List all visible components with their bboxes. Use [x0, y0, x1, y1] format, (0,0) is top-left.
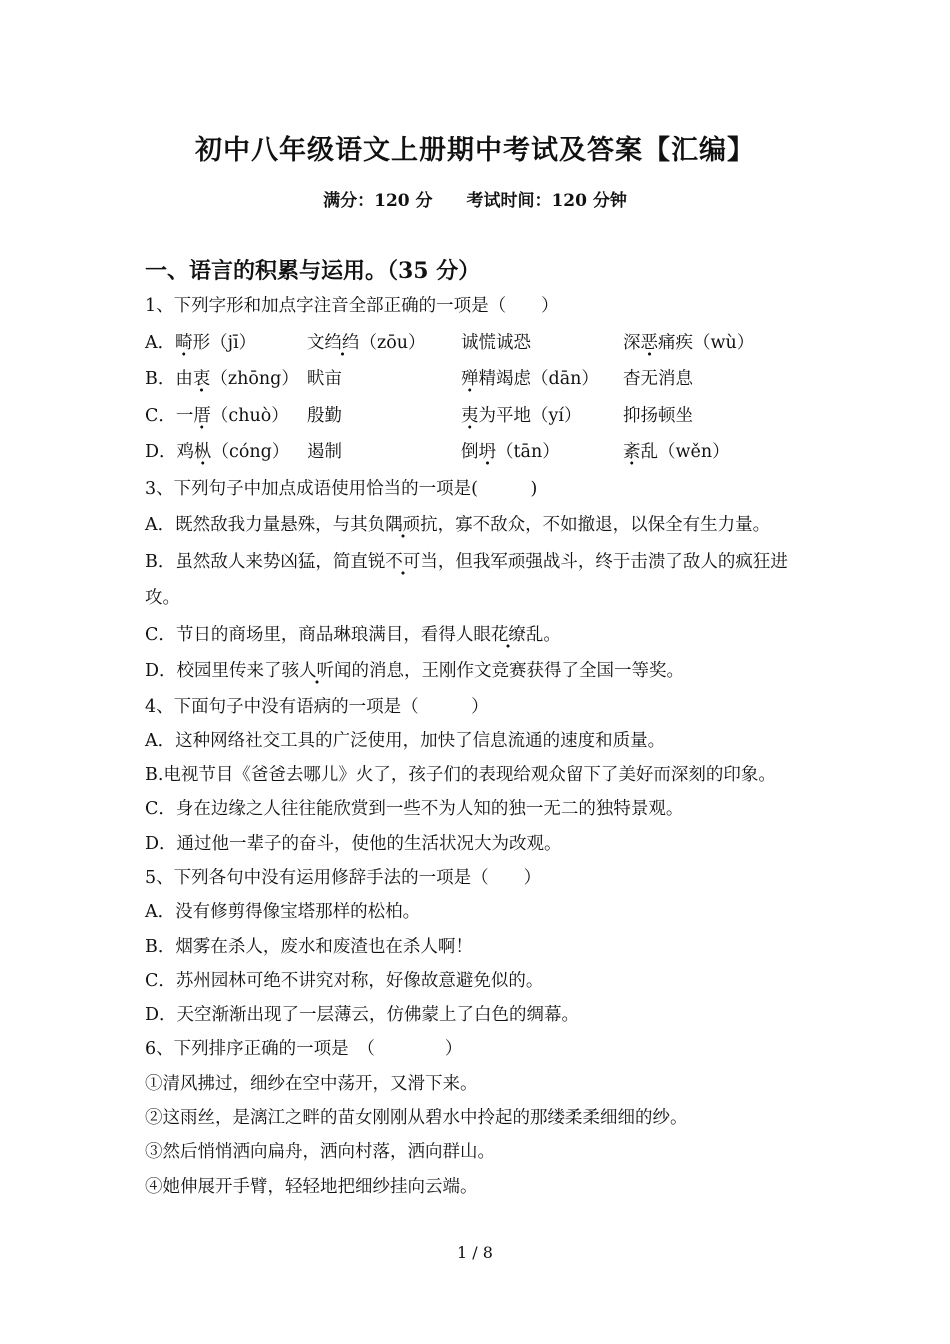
question-4-option-b: B.电视节目《爸爸去哪儿》火了，孩子们的表现给观众留下了美好而深刻的印象。 [145, 765, 776, 786]
question-6-item-1: ①清风拂过，细纱在空中荡开，又滑下来。 [145, 1073, 478, 1094]
question-5-option-c: C．苏州园林可绝不讲究对称，好像故意避免似的。 [145, 970, 544, 991]
dotted-idiom: 骇人听闻 [282, 661, 352, 685]
option-cell: 夷为平地（yí） [461, 398, 623, 435]
question-1-stem: 1、下列字形和加点字注音全部正确的一项是（ ） [145, 296, 559, 316]
question-6-item-4: ④她伸展开手臂，轻轻地把细纱挂向云端。 [145, 1176, 478, 1197]
dotted-char: 畸 [175, 333, 193, 357]
question-3-option-c: C．节日的商场里，商品琳琅满目，看得人眼花缭乱。 [145, 617, 815, 654]
question-4-stem: 4、下面句子中没有语病的一项是（ ） [145, 696, 489, 717]
question-1-option-d [145, 434, 815, 471]
option-cell: 文绉绉（zōu） [307, 325, 461, 362]
question-6-item-3: ③然后悄悄洒向扁舟，洒向村落，洒向群山。 [145, 1142, 495, 1163]
question-4-option-d: D．通过他一辈子的奋斗，使他的生活状况大为改观。 [145, 833, 562, 854]
question-3-stem: 3、下列句子中加点成语使用恰当的一项是( ) [145, 478, 538, 499]
option-cell: 殷勤 [307, 405, 342, 426]
option-cell: C．一厝（chuò） [145, 398, 307, 435]
question-6-item-2: ②这雨丝，是漓江之畔的苗女刚刚从碧水中拎起的那缕柔柔细细的纱。 [145, 1108, 688, 1129]
question-5-option-d: D．天空渐渐出现了一层薄云，仿佛蒙上了白色的绸幕。 [145, 1005, 580, 1026]
dotted-char: 夷 [461, 406, 479, 430]
option-cell: 深恶痛疾（wù） [623, 325, 813, 362]
option-cell: D．鸡枞（cóng） [145, 434, 307, 471]
option-cell: 抑扬顿坐 [623, 405, 693, 426]
question-4-option-a: A．这种网络社交工具的广泛使用，加快了信息流通的速度和质量。 [145, 730, 666, 751]
page-number: 1 / 8 [457, 1243, 493, 1262]
option-cell: B．由衷（zhōng） [145, 361, 307, 398]
dotted-char: 殚 [461, 369, 479, 393]
option-cell: 倒坍（tān） [461, 434, 623, 471]
question-5-option-a: A．没有修剪得像宝塔那样的松柏。 [145, 902, 421, 923]
question-1-option-b [145, 361, 815, 398]
question-4-option-c: C．身在边缘之人往往能欣赏到一些不为人知的独一无二的独特景观。 [145, 799, 684, 820]
question-5-option-b: B．烟雾在杀人，废水和废渣也在杀人啊！ [145, 936, 473, 957]
dotted-char: 恶 [641, 333, 659, 357]
exam-meta [0, 186, 950, 211]
dotted-char: 衷 [193, 369, 211, 393]
section-heading: 一、语言的积累与运用。（35 分） [145, 258, 481, 284]
dotted-idiom: 眼花缭乱 [473, 625, 543, 649]
option-cell: 紊乱（wěn） [623, 434, 813, 471]
page-title: 初中八年级语文上册期中考试及答案【汇编】 [195, 135, 755, 166]
option-cell: 殚精竭虑（dān） [461, 361, 623, 398]
question-5-stem: 5、下列各句中没有运用修辞手法的一项是（ ） [145, 867, 542, 888]
option-cell: 遏制 [307, 442, 342, 462]
dotted-char: 厝 [193, 406, 211, 430]
option-cell: 诚慌诚恐 [461, 332, 531, 353]
question-1-options [145, 325, 815, 471]
question-3-option-b: B．虽然敌人来势凶猛，简直锐不可当，但我军顽强战斗，终于击溃了敌人的疯狂进攻。 [145, 551, 788, 608]
option-cell: 畎亩 [307, 369, 342, 389]
question-6-stem: 6、下列排序正确的一项是 （ ） [145, 1039, 463, 1060]
full-score: 满分：120 分 [323, 191, 433, 211]
question-1-option-c [145, 398, 815, 435]
option-cell: A．畸形（jī） [145, 325, 307, 362]
dotted-char: 枞 [194, 442, 212, 466]
dotted-idiom: 锐不可当 [368, 552, 438, 576]
dotted-char: 绉绉 [325, 333, 360, 357]
question-3-option-d: D．校园里传来了骇人听闻的消息，王刚作文竞赛获得了全国一等奖。 [145, 653, 815, 690]
exam-time: 考试时间：120 分钟 [466, 191, 627, 211]
option-cell: 杳无消息 [623, 369, 693, 389]
dotted-char: 紊 [623, 442, 641, 466]
dotted-char: 坍 [479, 442, 497, 466]
question-1-option-a [145, 325, 815, 362]
question-list [145, 288, 815, 1204]
dotted-idiom: 负隅顽抗 [368, 515, 438, 539]
question-3-option-a: A．既然敌我力量悬殊，与其负隅顽抗，寡不敌众，不如撤退，以保全有生力量。 [145, 507, 815, 544]
